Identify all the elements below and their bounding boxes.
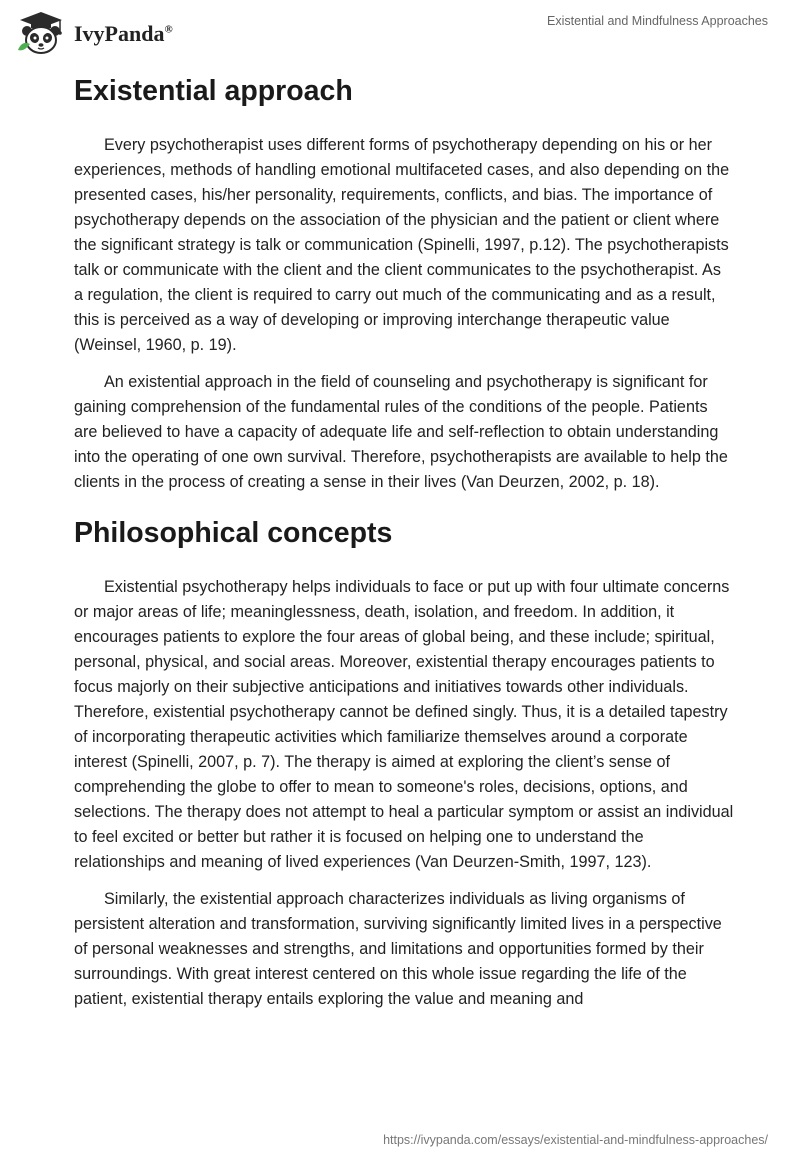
paragraph: An existential approach in the field of counseling and psychotherapy is significant for gaining comprehension of the fundamental rules of the conditions of the people. Patients are believed to have a capacity of adequate life and self-reflection to obtain understanding into the operating of one own survival. Therefore, psychotherapists are available to help the clients in the process of creating a sense in their lives (Van Deurzen, 2002, p. 18). [74,373,728,491]
section-heading: Existential approach [74,75,353,107]
panda-graduate-icon [14,10,68,56]
section-heading: Philosophical concepts [74,517,393,549]
brand-name: IvyPanda® [74,21,173,46]
paragraph: Similarly, the existential approach characterizes individuals as living organisms of persistent alteration and transformation, surviving significantly limited lives in a perspective of personal weaknesses and strengths, and limitations and opportunities formed by their surroundings. With great interest centered on this whole issue regarding the life of the patient, existential therapy entails exploring the value and meaning and [74,890,722,1008]
paragraph: Existential psychotherapy helps individuals to face or put up with four ultimate concerns or major areas of life; meaninglessness, death, isolation, and freedom. In addition, it encourages patients to explore the four areas of global being, and these include; spiritual, personal, physical, and social areas. Moreover, existential therapy encourages patients to focus majorly on their subjective anticipations and initiatives towards other individuals. Therefore, existential psychotherapy cannot be defined singly. Thus, it is a detailed tapestry of incorporating therapeutic activities which familiarize themselves around a corporate interest (Spinelli, 2007, p. 7). The therapy is aimed at exploring the client’s sense of comprehending the globe to offer to mean to someone's roles, decisions, options, and selections. The therapy does not attempt to heal a particular symptom or assist an individual to feel excited or better but rather it is focused on helping one to understand the relationships and meaning of lived experiences (Van Deurzen-Smith, 1997, 123). [74,578,734,871]
paragraph: Every psychotherapist uses different forms of psychotherapy depending on his or her experiences, methods of handling emotional multifaceted cases, and also depending on the presented cases, his/her personality, requirements, conflicts, and bias. The importance of psychotherapy depends on the association of the physician and the patient or client where the significant strategy is talk or communication (Spinelli, 1997, p.12). The psychotherapists talk or communicate with the client and the client communicates to the psychotherapist. As a regulation, the client is required to carry out much of the communicating and as a result, this is perceived as a way of developing or improving interchange therapeutic value (Weinsel, 1960, p. 19). [74,136,730,354]
document-title: Existential and Mindfulness Approaches [547,14,768,28]
source-url[interactable]: https://ivypanda.com/essays/existential-and-mindfulness-approaches/ [383,1133,768,1147]
brand-logo[interactable] [14,10,173,56]
essay-body [74,72,734,1024]
